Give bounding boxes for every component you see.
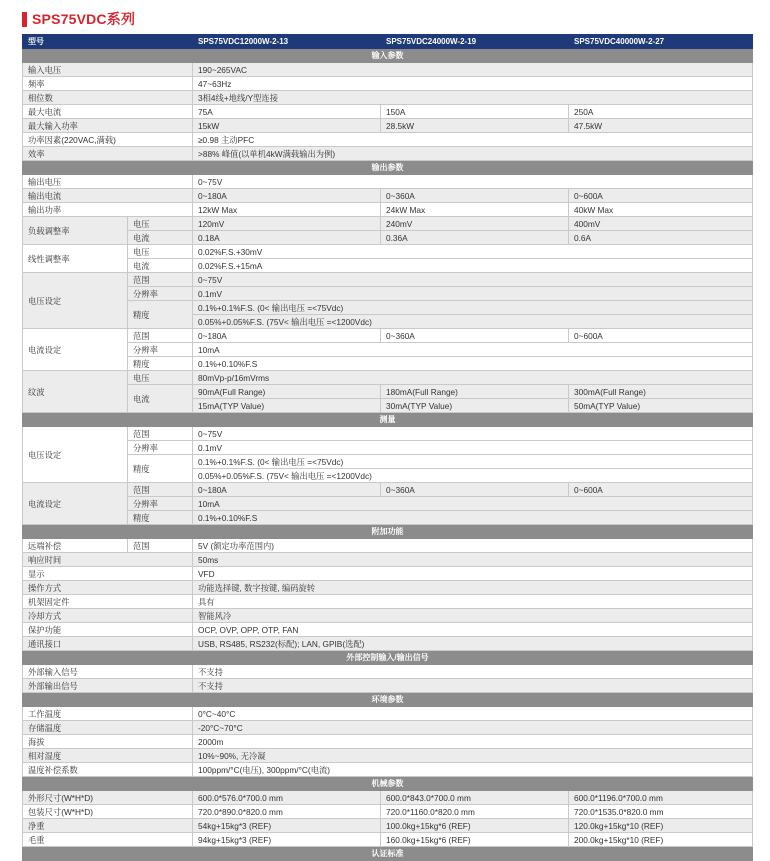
section-extra [23,525,753,539]
row-label: 通讯接口 [23,637,193,651]
row-value: 50mA(TYP Value) [569,399,753,413]
section-title: 环境参数 [23,693,753,707]
row-value: 180mA(Full Range) [381,385,569,399]
section-ext-io [23,651,753,665]
row-value: 0.02%F.S.+30mV [193,245,753,259]
row-value: 600.0*576.0*700.0 mm [193,791,381,805]
row-value: 10mA [193,497,753,511]
row-value: 0~600A [569,329,753,343]
sub-label: 范围 [128,273,193,287]
table-row [23,497,753,511]
row-label: 温度补偿系数 [23,763,193,777]
row-value: 0~180A [193,189,381,203]
table-row [23,581,753,595]
row-label: 操作方式 [23,581,193,595]
section-title: 输入参数 [23,49,753,63]
sub-label: 电压 [128,371,193,385]
row-value: 15kW [193,119,381,133]
row-value: 0~75V [193,175,753,189]
sub-label: 分辨率 [128,343,193,357]
row-label: 相位数 [23,91,193,105]
row-value: 120mV [193,217,381,231]
row-value: 120.0kg+15kg*10 (REF) [569,819,753,833]
row-value: >88% 峰值(以单机4kW满载输出为例) [193,147,753,161]
table-row [23,483,753,497]
table-row [23,245,753,259]
sub-label: 电压 [128,217,193,231]
header-model-3: SPS75VDC40000W-2-27 [569,35,753,49]
row-value: 不支持 [193,679,753,693]
sub-label: 分辨率 [128,497,193,511]
row-label: 输出电流 [23,189,193,203]
table-row [23,175,753,189]
row-value: 0.36A [381,231,569,245]
table-row [23,203,753,217]
sub-label: 精度 [128,357,193,371]
table-row [23,343,753,357]
table-row [23,763,753,777]
sub-label: 电压 [128,245,193,259]
page-title [22,9,135,29]
row-label: 最大输入功率 [23,119,193,133]
table-row [23,357,753,371]
section-title: 输出参数 [23,161,753,175]
row-value: 600.0*843.0*700.0 mm [381,791,569,805]
row-value: 80mVp-p/16mVrms [193,371,753,385]
table-row [23,721,753,735]
row-label: 电流设定 [23,483,128,525]
row-value: 0.05%+0.05%F.S. (75V< 输出电压 =<1200Vdc) [193,315,753,329]
table-row [23,91,753,105]
title-accent-bar [22,12,27,27]
row-value: 0~75V [193,273,753,287]
row-label: 远端补偿 [23,539,128,553]
row-value: 0.18A [193,231,381,245]
row-value: 15mA(TYP Value) [193,399,381,413]
row-value: 0.05%+0.05%F.S. (75V< 输出电压 =<1200Vdc) [193,469,753,483]
table-row [23,511,753,525]
section-mech [23,777,753,791]
row-value: 54kg+15kg*3 (REF) [193,819,381,833]
row-label: 电流设定 [23,329,128,371]
row-value: 0°C~40°C [193,707,753,721]
row-label: 功率因素(220VAC,满载) [23,133,193,147]
row-value: 100.0kg+15kg*6 (REF) [381,819,569,833]
row-value: 10%~90%, 无冷凝 [193,749,753,763]
sub-label: 精度 [128,455,193,483]
row-value: 0.02%F.S.+15mA [193,259,753,273]
table-header-row [23,35,753,49]
row-value: 40kW Max [569,203,753,217]
row-label: 毛重 [23,833,193,847]
sub-label: 范围 [128,329,193,343]
table-row [23,749,753,763]
table-row [23,231,753,245]
section-output [23,161,753,175]
row-label: 包装尺寸(W*H*D) [23,805,193,819]
row-value: 200.0kg+15kg*10 (REF) [569,833,753,847]
row-value: 720.0*1535.0*820.0 mm [569,805,753,819]
row-label: 相对湿度 [23,749,193,763]
table-row [23,273,753,287]
section-cert [23,847,753,861]
row-value: 5V (额定功率范围内) [193,539,753,553]
row-label: 海拔 [23,735,193,749]
row-value: 0~600A [569,189,753,203]
table-row [23,833,753,847]
table-row [23,105,753,119]
row-label: 线性调整率 [23,245,128,273]
header-model: 型号 [23,35,193,49]
row-label: 显示 [23,567,193,581]
sub-label: 分辨率 [128,287,193,301]
row-value: 0.1mV [193,441,753,455]
row-value: 300mA(Full Range) [569,385,753,399]
row-value: 智能风冷 [193,609,753,623]
row-value: VFD [193,567,753,581]
row-value: 0.1%+0.10%F.S [193,357,753,371]
section-title: 测量 [23,413,753,427]
sub-label: 精度 [128,301,193,329]
row-value: USB, RS485, RS232(标配); LAN, GPIB(选配) [193,637,753,651]
sub-label: 电流 [128,385,193,413]
table-row [23,805,753,819]
table-row [23,133,753,147]
row-label: 存储温度 [23,721,193,735]
row-label: 输出电压 [23,175,193,189]
table-row [23,77,753,91]
table-row [23,679,753,693]
row-value: 功能选择键, 数字按键, 编码旋转 [193,581,753,595]
section-title: 机械参数 [23,777,753,791]
row-value: ≥0.98 主动PFC [193,133,753,147]
row-label: 机架固定件 [23,595,193,609]
row-value: 0.1%+0.1%F.S. (0< 输出电压 =<75Vdc) [193,455,753,469]
row-label: 响应时间 [23,553,193,567]
header-model-1: SPS75VDC12000W-2-13 [193,35,381,49]
row-value: 3相4线+地线/Y型连接 [193,91,753,105]
row-label: 工作温度 [23,707,193,721]
row-value: 0.1%+0.10%F.S [193,511,753,525]
row-value: 47~63Hz [193,77,753,91]
table-row [23,371,753,385]
table-row [23,427,753,441]
row-value: 0~360A [381,189,569,203]
row-label: 负载调整率 [23,217,128,245]
table-row [23,287,753,301]
row-value: OCP, OVP, OPP, OTP, FAN [193,623,753,637]
table-row [23,329,753,343]
table-row [23,553,753,567]
table-row [23,385,753,399]
sub-label: 分辨率 [128,441,193,455]
row-value: 400mV [569,217,753,231]
table-row [23,119,753,133]
row-label: 保护功能 [23,623,193,637]
row-value: 10mA [193,343,753,357]
row-value: 250A [569,105,753,119]
row-label: 频率 [23,77,193,91]
row-value: 0~180A [193,483,381,497]
row-value: 0~600A [569,483,753,497]
section-measure [23,413,753,427]
sub-label: 精度 [128,511,193,525]
row-value: 0~75V [193,427,753,441]
sub-label: 电流 [128,231,193,245]
table-row [23,259,753,273]
row-value: 240mV [381,217,569,231]
section-title: 附加功能 [23,525,753,539]
table-row [23,217,753,231]
row-value: 720.0*890.0*820.0 mm [193,805,381,819]
spec-table [22,34,753,861]
row-label: 效率 [23,147,193,161]
row-value: 600.0*1196.0*700.0 mm [569,791,753,805]
table-row [23,819,753,833]
table-row [23,147,753,161]
row-value: 160.0kg+15kg*6 (REF) [381,833,569,847]
row-value: 28.5kW [381,119,569,133]
table-row [23,567,753,581]
section-title: 外部控制输入/输出信号 [23,651,753,665]
table-row [23,301,753,315]
sub-label: 电流 [128,259,193,273]
row-value: 0.6A [569,231,753,245]
row-value: 12kW Max [193,203,381,217]
table-row [23,707,753,721]
header-model-2: SPS75VDC24000W-2-19 [381,35,569,49]
row-value: 50ms [193,553,753,567]
row-value: 2000m [193,735,753,749]
table-row [23,637,753,651]
row-label: 纹波 [23,371,128,413]
row-value: 75A [193,105,381,119]
table-row [23,63,753,77]
row-label: 电压设定 [23,427,128,483]
table-row [23,735,753,749]
row-label: 电压设定 [23,273,128,329]
row-value: 不支持 [193,665,753,679]
table-row [23,609,753,623]
row-value: 190~265VAC [193,63,753,77]
row-value: 94kg+15kg*3 (REF) [193,833,381,847]
table-row [23,623,753,637]
row-value: -20°C~70°C [193,721,753,735]
row-label: 外部输入信号 [23,665,193,679]
sub-label: 范围 [128,427,193,441]
row-value: 0~360A [381,483,569,497]
row-value: 150A [381,105,569,119]
row-value: 47.5kW [569,119,753,133]
row-value: 0.1%+0.1%F.S. (0< 输出电压 =<75Vdc) [193,301,753,315]
row-label: 输出功率 [23,203,193,217]
table-row [23,539,753,553]
row-label: 净重 [23,819,193,833]
row-label: 冷却方式 [23,609,193,623]
row-value: 30mA(TYP Value) [381,399,569,413]
sub-label: 范围 [128,483,193,497]
row-value: 100ppm/°C(电压), 300ppm/°C(电流) [193,763,753,777]
row-label: 外部输出信号 [23,679,193,693]
table-row [23,791,753,805]
row-value: 0.1mV [193,287,753,301]
section-env [23,693,753,707]
row-value: 720.0*1160.0*820.0 mm [381,805,569,819]
row-label: 输入电压 [23,63,193,77]
row-value: 24kW Max [381,203,569,217]
sub-label: 范围 [128,539,193,553]
section-title: 认证标准 [23,847,753,861]
row-value: 具有 [193,595,753,609]
table-row [23,595,753,609]
table-row [23,455,753,469]
row-label: 最大电流 [23,105,193,119]
row-label: 外形尺寸(W*H*D) [23,791,193,805]
table-row [23,189,753,203]
section-input [23,49,753,63]
title-text: SPS75VDC系列 [32,11,136,27]
row-value: 0~180A [193,329,381,343]
row-value: 0~360A [381,329,569,343]
row-value: 90mA(Full Range) [193,385,381,399]
table-row [23,665,753,679]
table-row [23,441,753,455]
